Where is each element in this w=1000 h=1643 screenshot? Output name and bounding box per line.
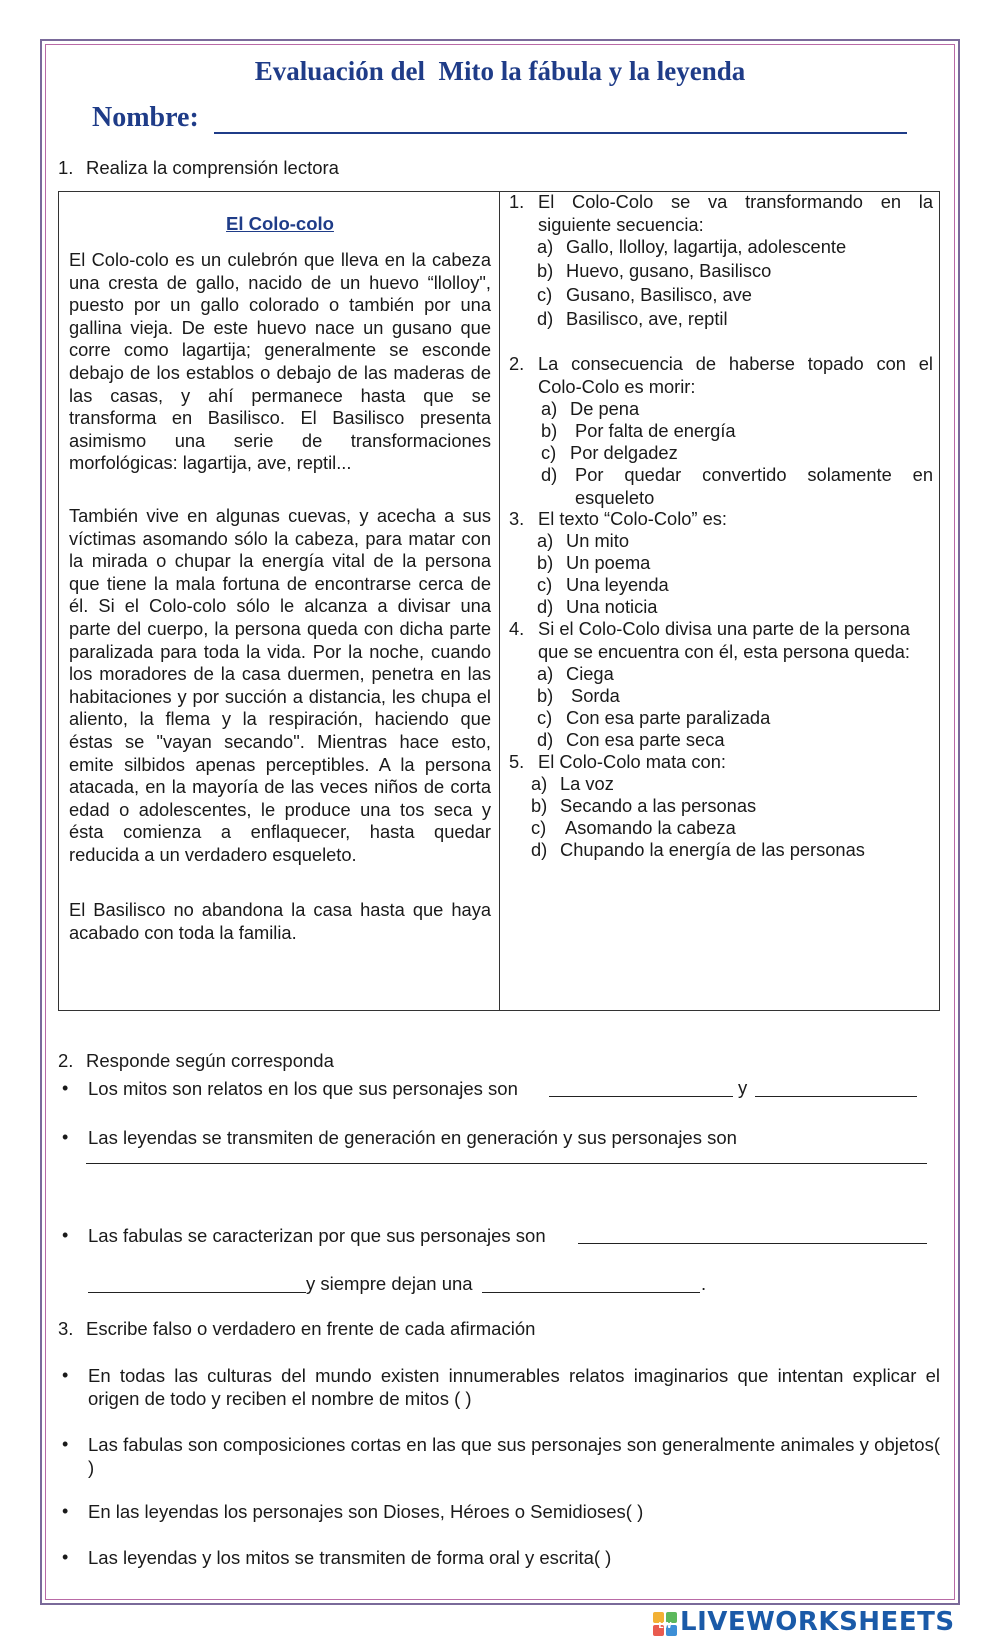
section-3-heading (58, 1318, 938, 1342)
statement-text: Las fabulas son composiciones cortas en las que sus personajes son generalmente animales y objetos( ) (88, 1434, 940, 1478)
option-text: Por quedar convertido solamente en esqueleto (575, 464, 933, 508)
section-number: 1. (58, 157, 74, 178)
page-title: Evaluación del Mito la fábula y la leyenda (254, 56, 746, 86)
bullet-icon: • (62, 1225, 69, 1245)
option-letter: b) (541, 420, 558, 441)
option-letter: d) (537, 308, 554, 329)
answer-blank[interactable] (86, 1163, 927, 1164)
option-text: Gusano, Basilisco, ave (566, 284, 752, 305)
bullet-icon: • (62, 1127, 69, 1147)
section-instruction: Realiza la comprensión lectora (86, 157, 339, 178)
option-letter: b) (537, 552, 554, 573)
option-text: Por falta de energía (575, 420, 736, 441)
question-number: 2. (509, 353, 525, 374)
section-1-heading (58, 157, 938, 181)
question-text: La consecuencia de haberse topado con el Colo-Colo es morir: (538, 353, 933, 397)
answer-blank[interactable] (755, 1096, 917, 1097)
option-letter: c) (531, 817, 547, 838)
name-line[interactable] (214, 132, 907, 134)
option-text: La voz (560, 773, 614, 794)
story-paragraph: También vive en algunas cuevas, y acecha a sus víctimas asomando sólo la cabeza, para matar con la mirada o chupar la energía vital de la persona que tiene la mala fortuna de encontrarse cerca de él. Si el Colo-colo sólo le alcanza a divisar una parte del cuerpo, la persona queda con dicha parte paralizada para toda la vida. Por la noche, cuando los moradores de la casa duermen, penetra en las habitaciones y por succión a distancia, les chupa el aliento, la flema y la respiración, haciendo que éstas se "vayan secando". Mientras hace esto, emite silbidos apenas perceptibles. A la persona atacada, en la mayoría de las veces niños de corta edad o adolescentes, le produce una tos seca y ésta comienza a enflaquecer, hasta quedar reducida a un verdadero esqueleto. (69, 505, 491, 865)
option-text: Secando a las personas (560, 795, 757, 816)
fill-item-text: Las leyendas se transmiten de generación en generación y sus personajes son (88, 1127, 737, 1148)
option-letter: d) (537, 729, 554, 750)
fill-join-text: y (738, 1077, 748, 1098)
answer-blank[interactable] (549, 1096, 733, 1097)
option-text: Una leyenda (566, 574, 669, 595)
section-instruction: Escribe falso o verdadero en frente de cada afirmación (86, 1318, 536, 1339)
option-text: Chupando la energía de las personas (560, 839, 865, 860)
option-letter: b) (537, 260, 554, 281)
option-letter: a) (531, 773, 548, 794)
story-paragraph: El Colo-colo es un culebrón que lleva en la cabeza una cresta de gallo, nacido de un huevo “llolloy", puesto por un gallo colorado o también por una gallina vieja. De este huevo nace un gusano que corre como lagartija; generalmente se esconde debajo de los establos o debajo de las maderas de las casas, y ahí permanece hasta que se transforma en Basilisco. El Basilisco presenta asimismo una serie de transformaciones morfológicas: lagartija, ave, reptil... (69, 249, 491, 474)
liveworksheets-logo[interactable] (652, 1607, 955, 1637)
option-letter: c) (537, 574, 553, 595)
section-number: 3. (58, 1318, 74, 1339)
question-number: 3. (509, 508, 525, 529)
fill-continuation-text: y siempre dejan una (306, 1273, 473, 1294)
option-text: Sorda (571, 685, 620, 706)
option-letter: c) (541, 442, 557, 463)
bullet-icon: • (62, 1501, 69, 1521)
answer-blank[interactable] (88, 1292, 306, 1293)
option-text: Con esa parte paralizada (566, 707, 771, 728)
bullet-icon: • (62, 1078, 69, 1098)
bullet-icon: • (62, 1547, 69, 1567)
liveworksheets-icon (652, 1611, 678, 1637)
question-text: Si el Colo-Colo divisa una parte de la persona que se encuentra con él, esta persona queda: (538, 618, 910, 662)
bullet-icon: • (62, 1434, 69, 1454)
name-label: Nombre: (92, 102, 199, 133)
option-text: Con esa parte seca (566, 729, 725, 750)
story-paragraph: El Basilisco no abandona la casa hasta que haya acabado con toda la familia. (69, 899, 491, 943)
option-letter: b) (537, 685, 554, 706)
question-text: El texto “Colo-Colo” es: (538, 508, 727, 529)
option-letter: b) (531, 795, 548, 816)
option-text: Gallo, llolloy, lagartija, adolescente (566, 236, 847, 257)
fill-item-text: Los mitos son relatos en los que sus personajes son (88, 1078, 518, 1099)
option-text: Por delgadez (570, 442, 678, 463)
question-text: El Colo-Colo se va transformando en la siguiente secuencia: (538, 191, 933, 235)
story-title: El Colo-colo (226, 213, 334, 234)
option-letter: a) (541, 398, 558, 419)
option-text: De pena (570, 398, 640, 419)
name-field[interactable] (92, 102, 907, 142)
answer-blank[interactable] (482, 1292, 700, 1293)
option-text: Huevo, gusano, Basilisco (566, 260, 772, 281)
option-letter: a) (537, 530, 554, 551)
statement-text: Las leyendas y los mitos se transmiten de forma oral y escrita( ) (88, 1547, 612, 1568)
option-text: Una noticia (566, 596, 658, 617)
option-letter: d) (541, 464, 558, 485)
option-letter: a) (537, 663, 554, 684)
option-letter: a) (537, 236, 554, 257)
statement-text: En las leyendas los personajes son Dioses, Héroes o Semidioses( ) (88, 1501, 644, 1522)
option-text: Basilisco, ave, reptil (566, 308, 728, 329)
option-letter: d) (531, 839, 548, 860)
bullet-icon: • (62, 1365, 69, 1385)
option-letter: c) (537, 284, 553, 305)
question-text: El Colo-Colo mata con: (538, 751, 726, 772)
fill-end-text: . (701, 1273, 707, 1294)
reading-table (58, 191, 940, 1011)
brand-name: LIVEWORKSHEETS (680, 1607, 955, 1637)
answer-blank[interactable] (578, 1243, 927, 1244)
statement-text: En todas las culturas del mundo existen innumerables relatos imaginarios que intentan explicar el origen de todo y reciben el nombre de mitos ( ) (88, 1365, 940, 1409)
option-text: Un poema (566, 552, 651, 573)
logo-text: LW (658, 1621, 672, 1630)
option-text: Un mito (566, 530, 629, 551)
question-number: 5. (509, 751, 525, 772)
option-text: Asomando la cabeza (565, 817, 736, 838)
option-letter: d) (537, 596, 554, 617)
option-text: Ciega (566, 663, 614, 684)
option-letter: c) (537, 707, 553, 728)
question-number: 1. (509, 191, 525, 212)
section-number: 2. (58, 1050, 74, 1071)
question-number: 4. (509, 618, 525, 639)
section-instruction: Responde según corresponda (86, 1050, 334, 1071)
column-divider (499, 192, 500, 1010)
section-2-heading (58, 1050, 938, 1074)
fill-item-text: Las fabulas se caracterizan por que sus personajes son (88, 1225, 546, 1246)
